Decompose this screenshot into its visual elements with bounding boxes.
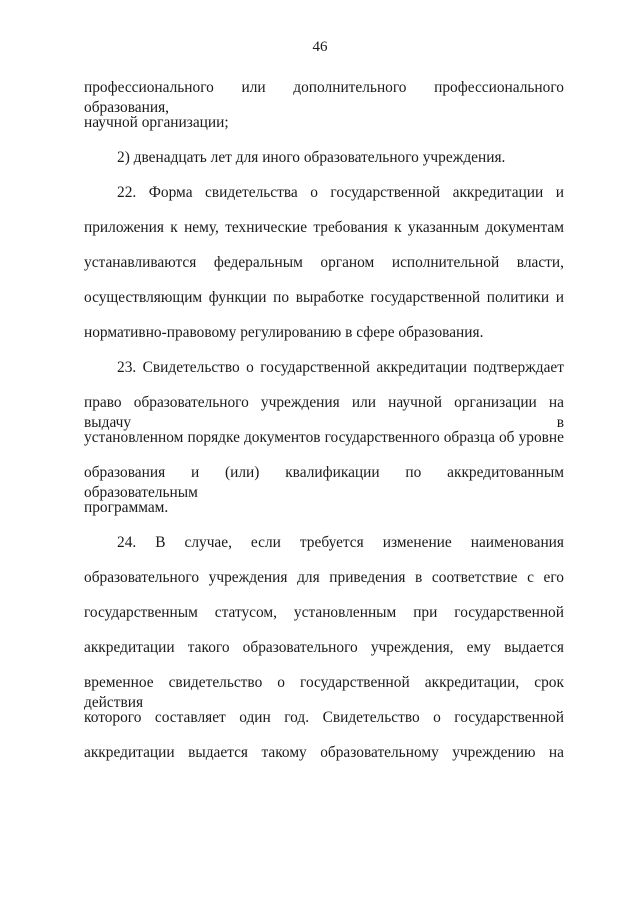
text-line: образовательного учреждения для приведения в соответствие с его xyxy=(84,569,564,586)
text-line: установленном порядке документов государственного образца об уровне xyxy=(84,429,564,446)
text-line: 2) двенадцать лет для иного образовательного учреждения. xyxy=(117,149,506,166)
text-line: образования и (или) квалификации по аккредитованным образовательным xyxy=(84,464,564,501)
text-line: программам. xyxy=(84,499,169,516)
text-line: 22. Форма свидетельства о государственной аккредитации и xyxy=(117,184,564,201)
text-line: устанавливаются федеральным органом исполнительной власти, xyxy=(84,254,564,271)
text-line: 23. Свидетельство о государственной аккредитации подтверждает xyxy=(117,359,564,376)
text-line: осуществляющим функции по выработке государственной политики и xyxy=(84,289,564,306)
text-line: государственным статусом, установленным при государственной xyxy=(84,604,564,621)
text-line: 24. В случае, если требуется изменение наименования xyxy=(117,534,564,551)
page-number: 46 xyxy=(312,39,328,55)
text-line: право образовательного учреждения или научной организации на выдачу в xyxy=(84,394,564,431)
text-line: которого составляет один год. Свидетельство о государственной xyxy=(84,709,564,726)
text-line: аккредитации такого образовательного учреждения, ему выдается xyxy=(84,639,564,656)
text-line: профессионального или дополнительного профессионального образования, xyxy=(84,79,564,116)
text-line: приложения к нему, технические требования к указанным документам xyxy=(84,219,564,236)
text-line: научной организации; xyxy=(84,114,229,131)
text-line: нормативно-правовому регулированию в сфере образования. xyxy=(84,324,484,341)
text-line: аккредитации выдается такому образовательному учреждению на xyxy=(84,744,564,761)
text-line: временное свидетельство о государственной аккредитации, срок действия xyxy=(84,674,564,711)
